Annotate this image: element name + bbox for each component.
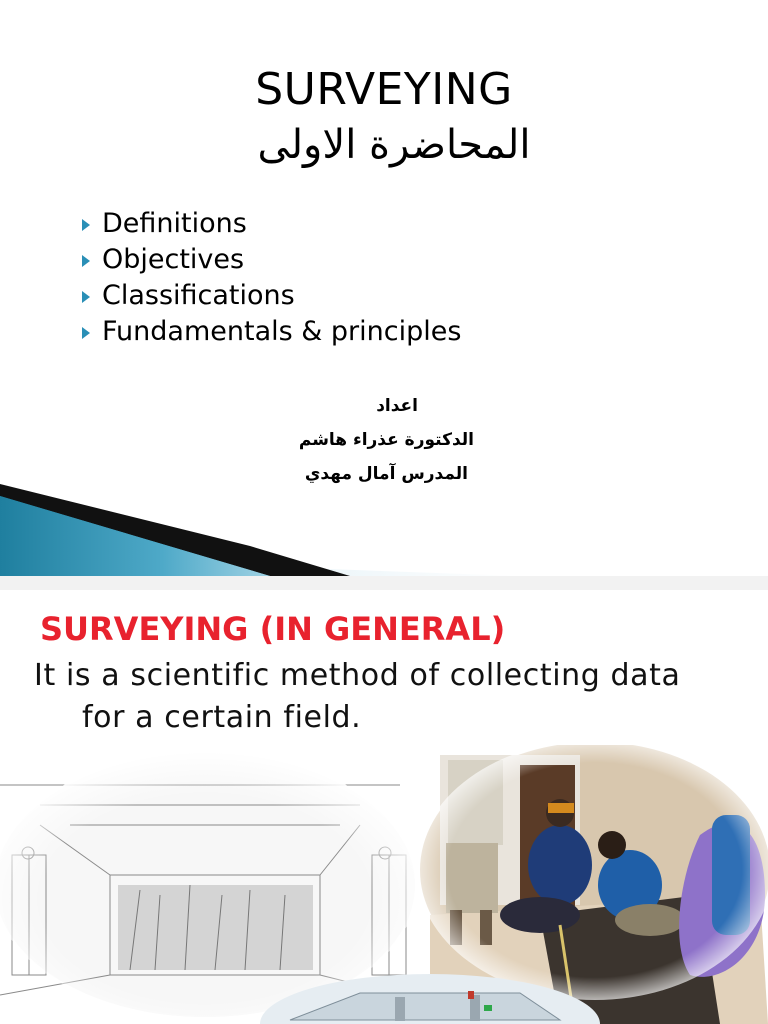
- bullet-arrow-icon: [82, 291, 90, 303]
- prepared-by-label: اعداد: [376, 396, 418, 416]
- bullet-arrow-icon: [82, 255, 90, 267]
- list-item: [78, 278, 461, 314]
- definition-text: [34, 655, 754, 739]
- list-item-label: Definitions: [102, 208, 247, 239]
- topics-list: [78, 206, 461, 350]
- slide-divider: [0, 576, 768, 590]
- decorative-swoosh: [0, 476, 768, 576]
- definition-line-1: It is a scientific method of collecting data: [34, 658, 681, 693]
- co-author-name: المدرس آمال مهدي: [304, 464, 468, 484]
- hall-sketch-image: [0, 751, 417, 1019]
- list-item-label: Fundamentals & principles: [102, 316, 462, 347]
- list-item: [78, 242, 461, 278]
- section-heading: SURVEYING (IN GENERAL): [40, 610, 506, 648]
- list-item-label: Objectives: [102, 244, 245, 275]
- bullet-arrow-icon: [82, 327, 90, 339]
- author-name: الدكتورة عذراء هاشم: [298, 430, 474, 450]
- list-item-label: Classifications: [102, 280, 295, 311]
- slide-title-arabic: المحاضرة الاولى: [257, 122, 531, 168]
- list-item: [78, 206, 461, 242]
- bullet-arrow-icon: [82, 219, 90, 231]
- definition-line-2: for a certain field.: [82, 700, 362, 735]
- list-item: [78, 314, 461, 350]
- survey-photos: [0, 745, 768, 1024]
- slide-title: SURVEYING: [255, 64, 513, 115]
